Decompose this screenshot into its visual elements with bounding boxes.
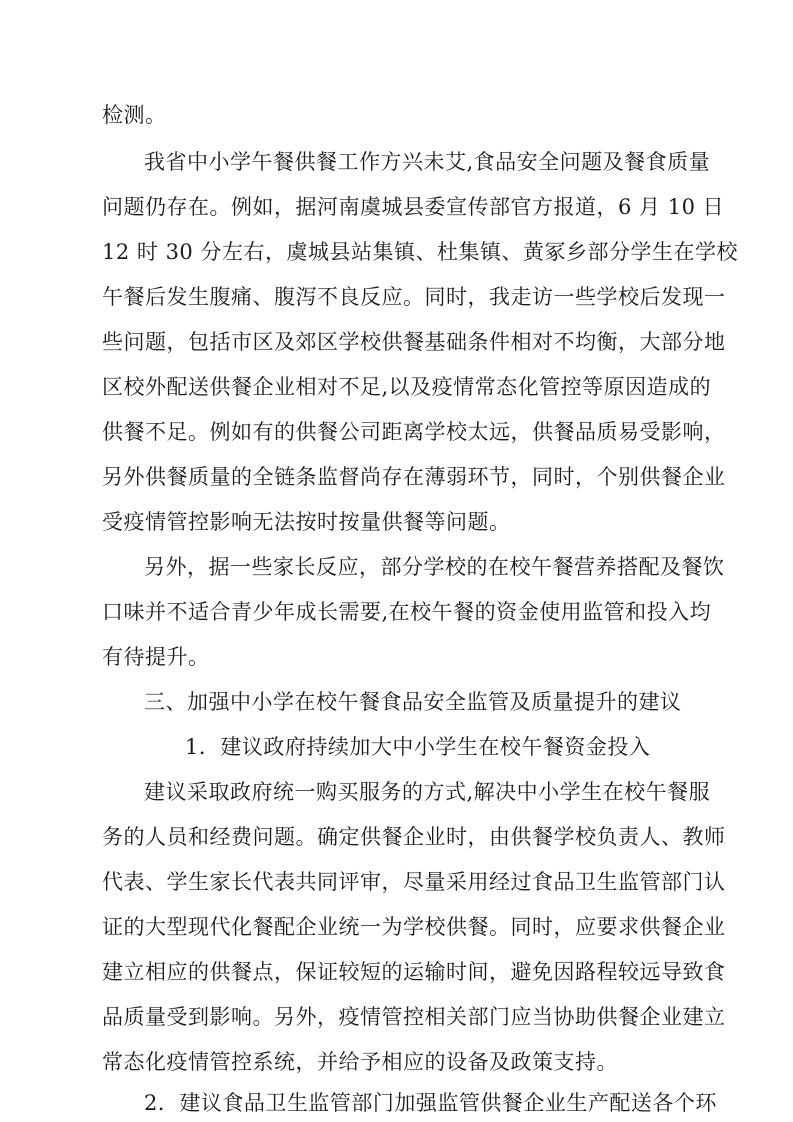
body-text-line: 区校外配送供餐企业相对不足,以及疫情常态化管控等原因造成的 [102,375,712,399]
body-text-line: 另外供餐质量的全链条监督尚存在薄弱环节，同时，个别供餐企业 [102,465,726,489]
body-text-line: 些问题，包括市区及郊区学校供餐基础条件相对不均衡，大部分地 [102,330,726,354]
body-text-line: 口味并不适合青少年成长需要,在校午餐的资金使用监管和投入均 [102,600,712,624]
body-text-line: 供餐不足。例如有的供餐公司距离学校太远，供餐品质易受影响， [102,420,726,444]
body-text-line: 建立相应的供餐点，保证较短的运输时间，避免因路程较远导致食 [102,960,726,984]
paragraph-first-line: 建议采取政府统一购买服务的方式,解决中小学生在校午餐服 [144,780,711,804]
paragraph-first-line: 另外，据一些家长反应，部分学校的在校午餐营养搭配及餐饮 [144,555,725,579]
body-text-line: 代表、学生家长代表共同评审，尽量采用经过食品卫生监管部门认 [102,870,726,894]
body-text-line: 常态化疫情管控系统，并给予相应的设备及政策支持。 [102,1050,618,1074]
section-heading: 三、加强中小学在校午餐食品安全监管及质量提升的建议 [144,690,682,714]
body-text-line: 有待提升。 [102,645,210,669]
body-text-line: 问题仍存在。例如，据河南虞城县委宣传部官方报道，6 月 10 日 [102,195,725,219]
body-text-line: 务的人员和经费问题。确定供餐企业时，由供餐学校负责人、教师 [102,825,726,849]
paragraph-first-line: 我省中小学午餐供餐工作方兴未艾,食品安全问题及餐食质量 [144,150,711,174]
body-text-line: 检测。 [102,103,167,127]
body-text-line: 品质量受到影响。另外，疫情管控相关部门应当协助供餐企业建立 [102,1005,726,1029]
body-text-line: 受疫情管控影响无法按时按量供餐等问题。 [102,510,511,534]
subsection-heading: 2．建议食品卫生监管部门加强监管供餐企业生产配送各个环 [144,1091,717,1115]
body-text-line: 证的大型现代化餐配企业统一为学校供餐。同时，应要求供餐企业 [102,915,726,939]
body-text-line: 12 时 30 分左右，虞城县站集镇、杜集镇、黄冢乡部分学生在学校 [102,240,738,264]
body-text-line: 午餐后发生腹痛、腹泻不良反应。同时，我走访一些学校后发现一 [102,285,726,309]
subsection-heading: 1．建议政府持续加大中小学生在校午餐资金投入 [185,735,651,759]
